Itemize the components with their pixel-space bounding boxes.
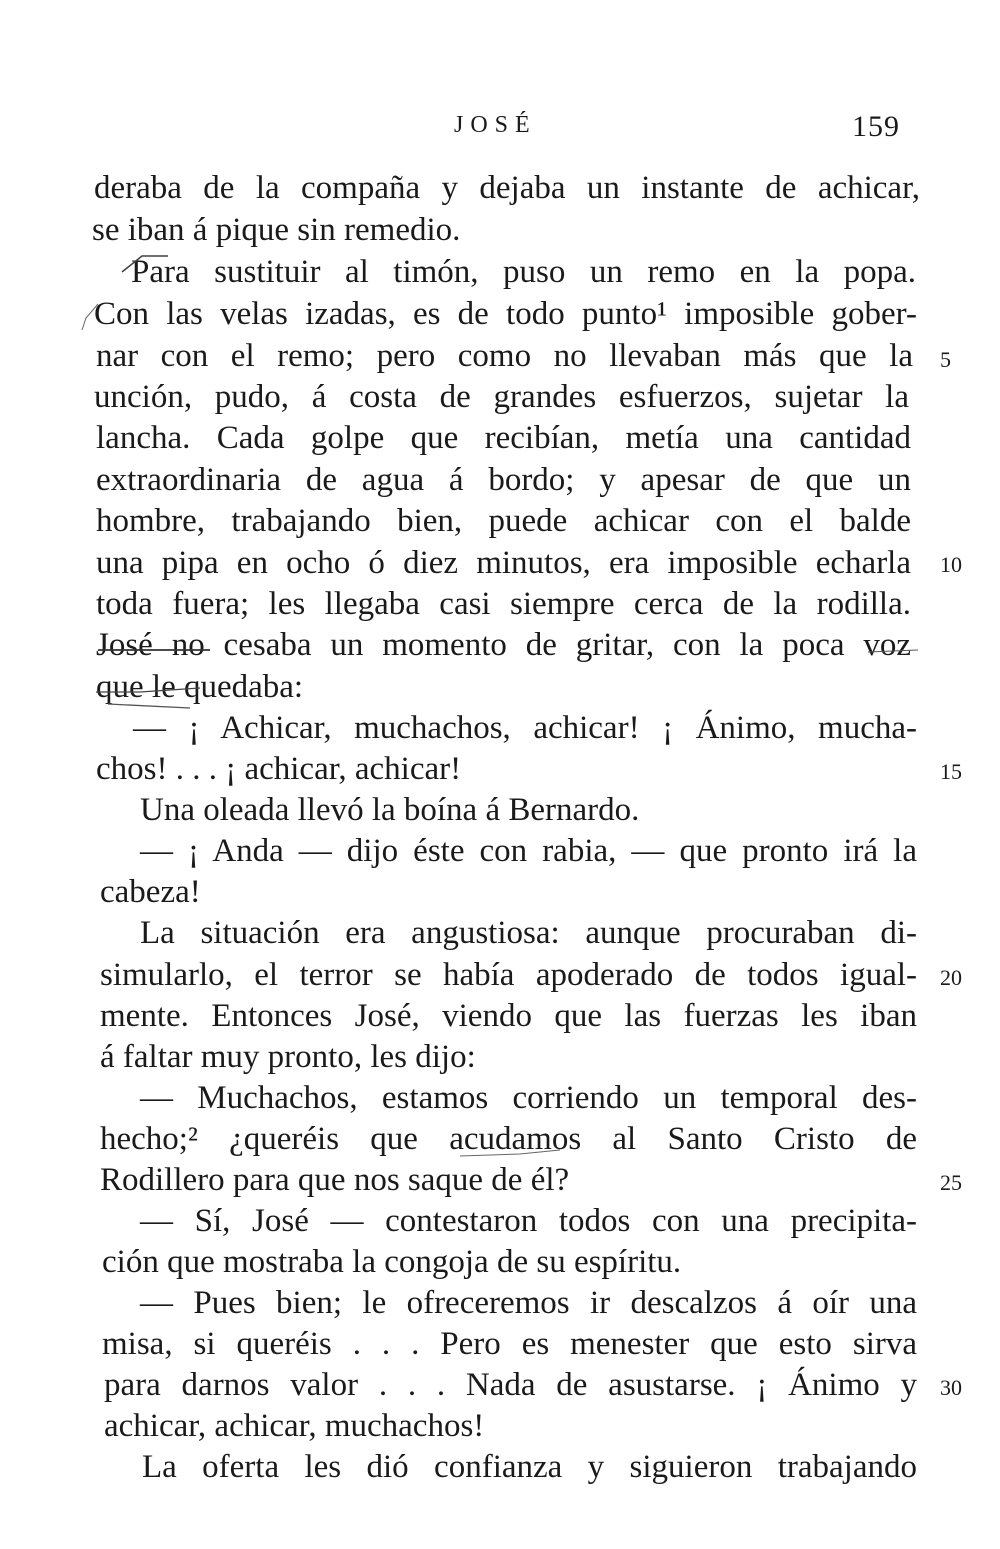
text-line: — ¡ Achicar, muchachos, achicar! ¡ Ánimo, mucha- <box>133 710 917 746</box>
text-line: unción, pudo, á costa de grandes esfuerzos, sujetar la <box>94 379 909 415</box>
text-line: que le quedaba: <box>96 669 304 705</box>
text-line: lancha. Cada golpe que recibían, metía una cantidad <box>96 420 911 456</box>
text-line: para darnos valor . . . Nada de asustarse. ¡ Ánimo y <box>104 1367 917 1403</box>
running-head-title: JOSÉ <box>454 112 537 138</box>
text-line: achicar, achicar, muchachos! <box>104 1408 485 1444</box>
text-line: hombre, trabajando bien, puede achicar con el balde <box>96 503 911 539</box>
text-line: ción que mostraba la congoja de su espíritu. <box>102 1244 682 1280</box>
text-line: á faltar muy pronto, les dijo: <box>100 1039 476 1075</box>
text-line: Rodillero para que nos saque de él? <box>100 1162 570 1198</box>
line-number: 5 <box>940 347 951 372</box>
text-line: Para sustituir al timón, puso un remo en la popa. <box>131 254 916 290</box>
text-line: — Pues bien; le ofreceremos ir descalzos á oír una <box>140 1285 917 1321</box>
text-line: José no cesaba un momento de gritar, con la poca voz <box>96 627 911 663</box>
text-line: deraba de la compaña y dejaba un instante de achicar, <box>94 170 920 206</box>
line-number: 30 <box>940 1375 962 1400</box>
text-line: — ¡ Anda — dijo éste con rabia, — que pronto irá la <box>140 833 917 869</box>
text-line: Con las velas izadas, es de todo punto¹ imposible gober- <box>94 296 917 332</box>
running-head <box>0 112 1000 152</box>
text-line: Una oleada llevó la boína á Bernardo. <box>140 792 640 828</box>
text-line: — Muchachos, estamos corriendo un temporal des- <box>140 1080 917 1116</box>
text-line: mente. Entonces José, viendo que las fuerzas les iban <box>100 998 917 1034</box>
text-line: toda fuera; les llegaba casi siempre cerca de la rodilla. <box>96 586 911 622</box>
text-line: simularlo, el terror se había apoderado de todos igual- <box>100 957 917 993</box>
line-number: 10 <box>940 552 962 577</box>
text-line: extraordinaria de agua á bordo; y apesar de que un <box>96 462 911 498</box>
text-line: La oferta les dió confianza y siguieron trabajando <box>142 1449 917 1485</box>
text-line: chos! . . . ¡ achicar, achicar! <box>96 751 462 787</box>
line-number: 15 <box>940 759 962 784</box>
page-number: 159 <box>852 110 900 143</box>
text-line: una pipa en ocho ó diez minutos, era imposible echarla <box>96 545 911 581</box>
text-line: nar con el remo; pero como no llevaban más que la <box>96 338 913 374</box>
line-number: 25 <box>940 1170 962 1195</box>
text-line: cabeza! <box>100 874 201 910</box>
text-line: se iban á pique sin remedio. <box>92 212 461 248</box>
text-line: hecho;² ¿queréis que acudamos al Santo Cristo de <box>100 1121 917 1157</box>
text-line: La situación era angustiosa: aunque procuraban di- <box>140 915 917 951</box>
text-line: misa, si queréis . . . Pero es menester que esto sirva <box>102 1326 917 1362</box>
text-line: — Sí, José — contestaron todos con una precipita- <box>140 1203 917 1239</box>
line-number: 20 <box>940 965 962 990</box>
